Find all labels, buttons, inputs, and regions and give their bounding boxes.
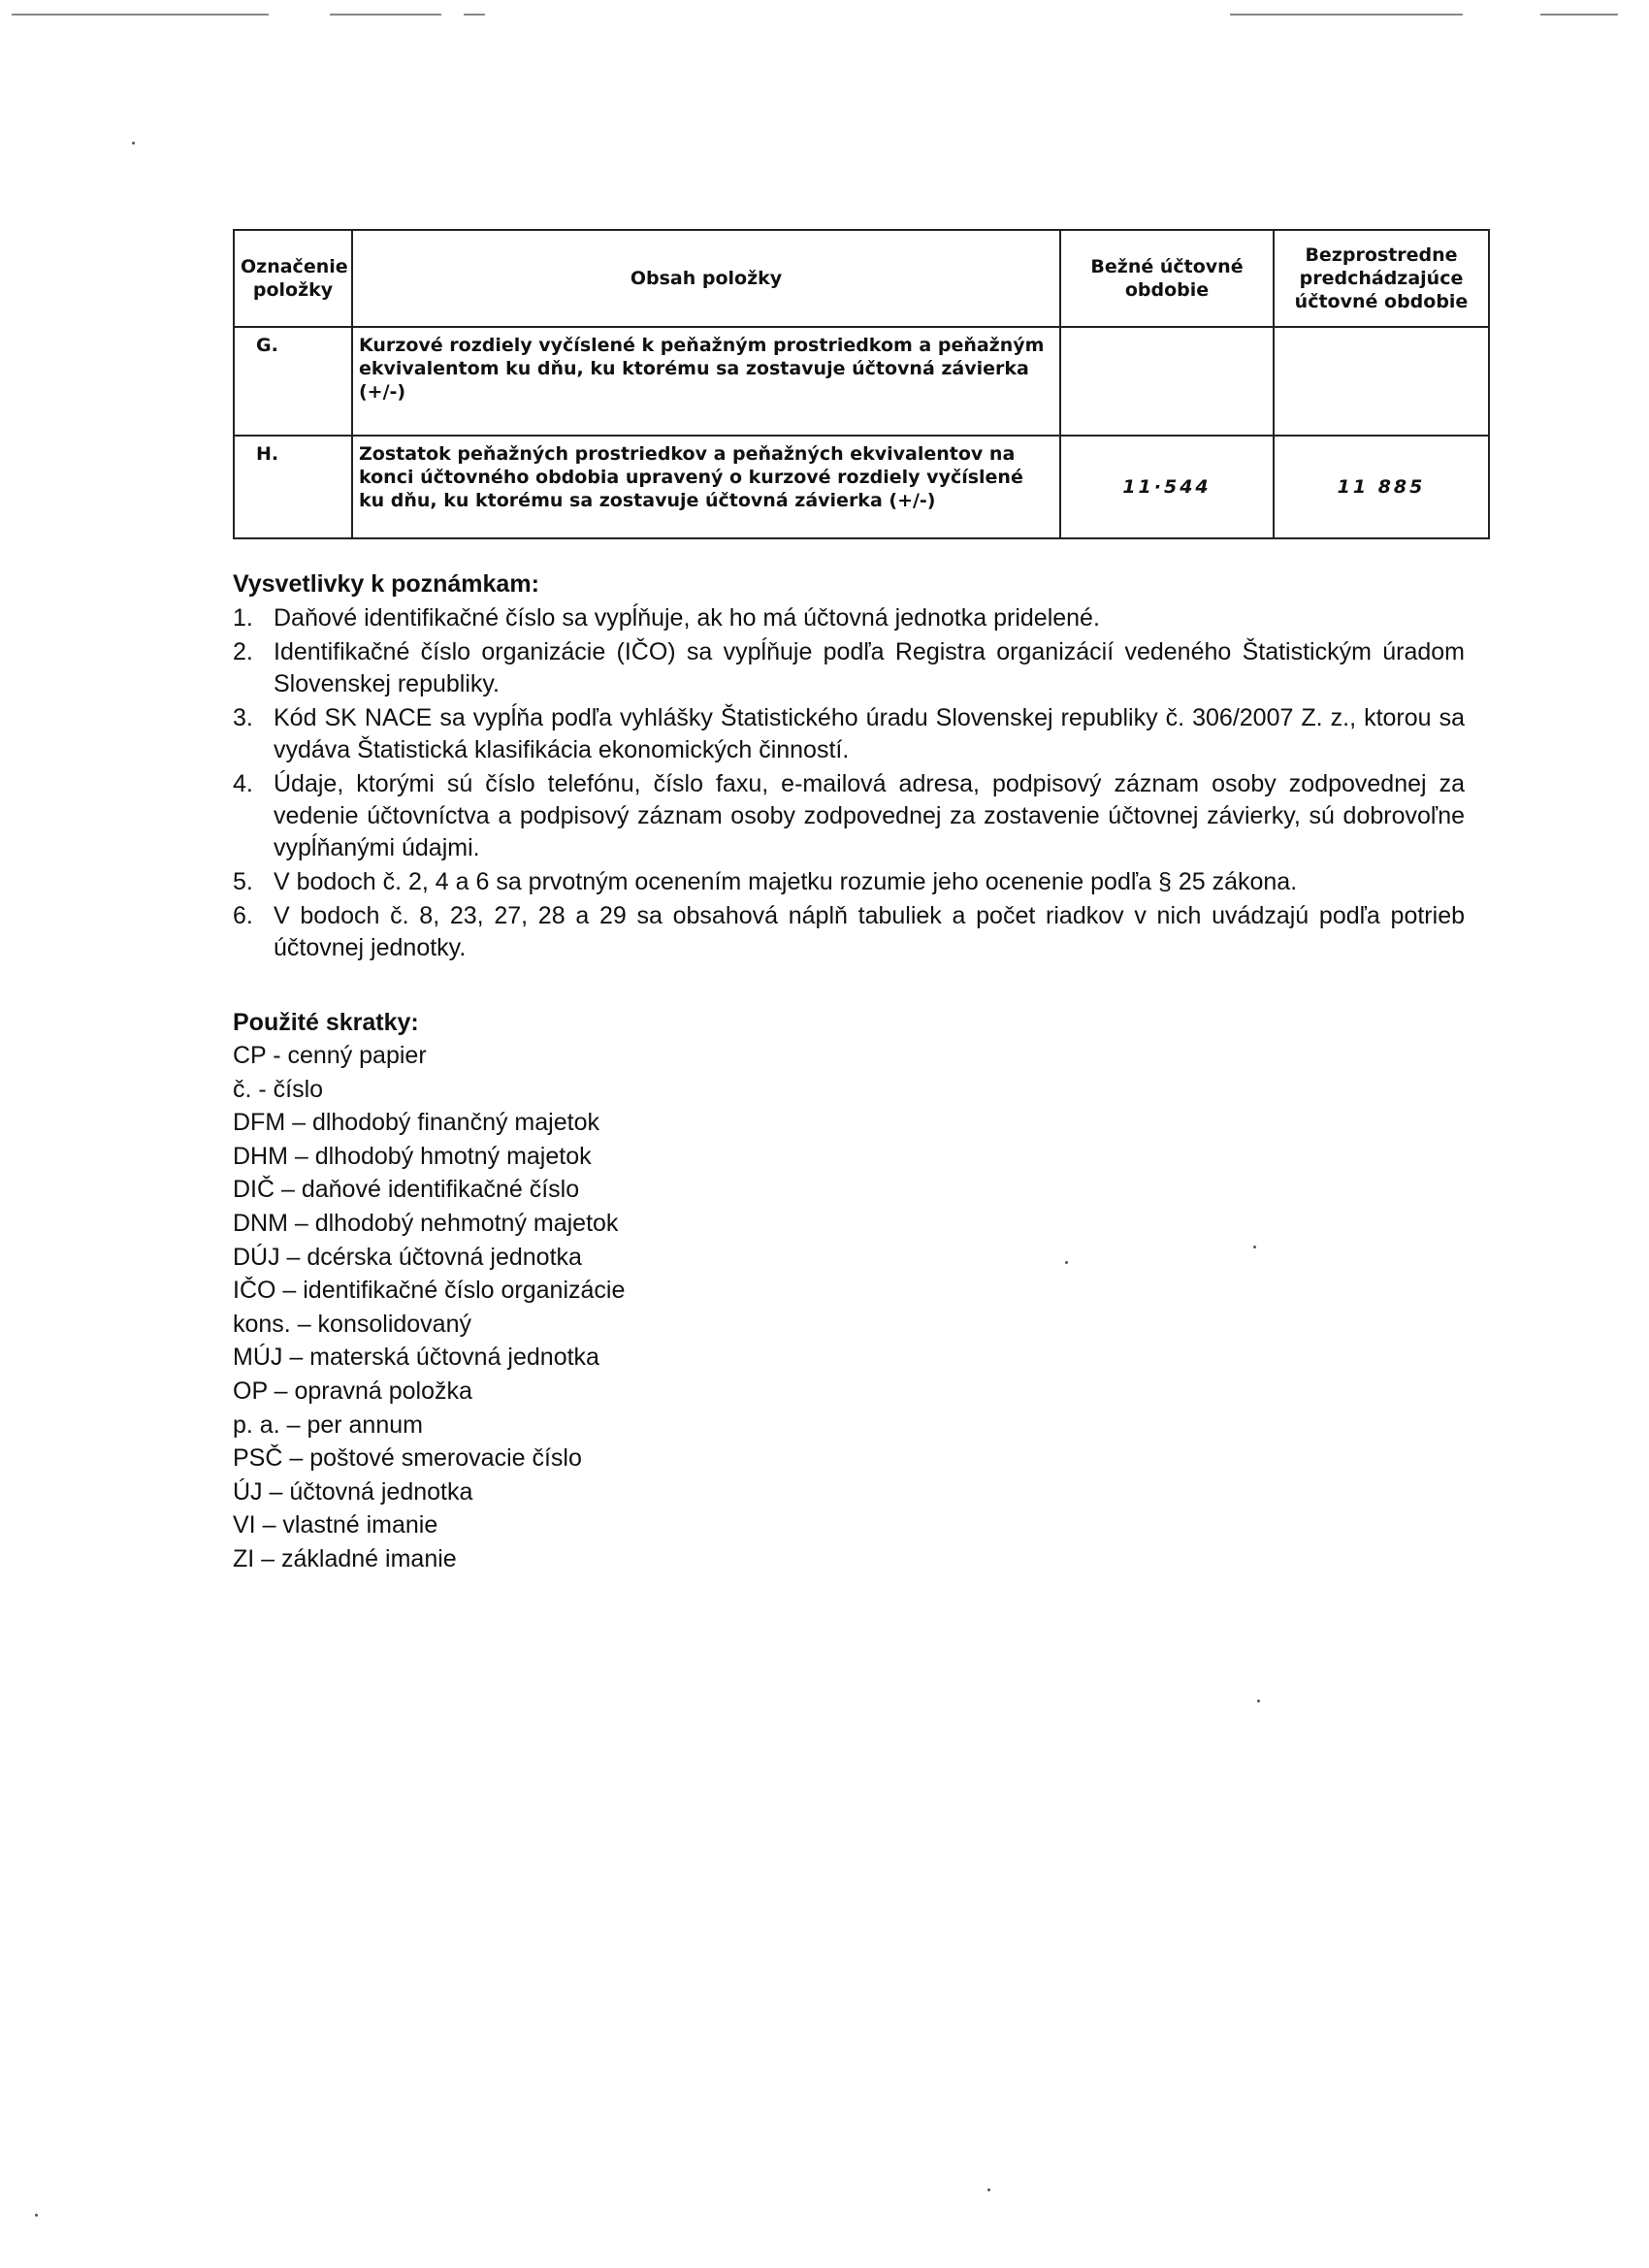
note-text: V bodoch č. 2, 4 a 6 sa prvotným ocenením majetku rozumie jeho ocenenie podľa § 25 zákona. (274, 868, 1298, 895)
row-current-value (1060, 327, 1274, 436)
note-number: 5. (233, 868, 253, 895)
header-previous-period: Bezprostredne predchádzajúce účtovné obdobie (1274, 230, 1489, 327)
note-text: Údaje, ktorými sú číslo telefónu, číslo faxu, e-mailová adresa, podpisový záznam osoby zodpovednej za vedenie účtovníctva a podpisový záznam osoby zodpovednej za zostavenie účtovnej závierky, sú dobrovoľne vypĺňanými údajmi. (274, 770, 1465, 861)
list-item: p. a. – per annum (233, 1410, 423, 1439)
header-code: Označenie položky (234, 230, 352, 327)
list-item: ZI – základné imanie (233, 1544, 457, 1572)
note-item (233, 702, 1465, 766)
scan-artifact-line (1540, 14, 1618, 16)
scan-speck (987, 2188, 990, 2191)
row-previous-value (1274, 327, 1489, 436)
notes-list (233, 602, 1465, 964)
row-content: Kurzové rozdiely vyčíslené k peňažným prostriedkom a peňažným ekvivalentom ku dňu, ku ktorému sa zostavuje účtovná závierka (+/-) (352, 327, 1060, 436)
list-item: OP – opravná položka (233, 1377, 472, 1405)
note-text: V bodoch č. 8, 23, 27, 28 a 29 sa obsahová náplň tabuliek a počet riadkov v nich uvádzajú podľa potrieb účtovnej jednotky. (274, 902, 1465, 961)
scan-artifact-line (330, 14, 441, 16)
scan-artifact-line (464, 14, 485, 16)
list-item: DÚJ – dcérska účtovná jednotka (233, 1243, 582, 1271)
note-number: 2. (233, 638, 253, 665)
list-item: č. - číslo (233, 1075, 324, 1103)
note-text: Daňové identifikačné číslo sa vypĺňuje, ak ho má účtovná jednotka pridelené. (274, 604, 1100, 632)
notes-section (233, 570, 1465, 966)
note-item (233, 900, 1465, 964)
abbreviations-section (233, 1009, 625, 1576)
note-item (233, 768, 1465, 864)
list-item: MÚJ – materská účtovná jednotka (233, 1344, 599, 1372)
list-item: DHM – dlhodobý hmotný majetok (233, 1142, 592, 1170)
scan-speck (1065, 1261, 1068, 1264)
scan-speck (1253, 1246, 1256, 1248)
scan-artifact-line (12, 14, 269, 16)
table-row (234, 436, 1489, 538)
cash-flow-table (233, 229, 1490, 539)
abbreviations-list (233, 1039, 625, 1576)
list-item: DFM – dlhodobý finančný majetok (233, 1109, 599, 1137)
list-item: kons. – konsolidovaný (233, 1310, 471, 1338)
note-number: 4. (233, 770, 253, 797)
note-number: 1. (233, 604, 253, 632)
list-item: ÚJ – účtovná jednotka (233, 1477, 473, 1506)
note-number: 3. (233, 704, 253, 731)
list-item: CP - cenný papier (233, 1042, 427, 1069)
table-header-row (234, 230, 1489, 327)
list-item: PSČ – poštové smerovacie číslo (233, 1444, 582, 1473)
list-item: DIČ – daňové identifikačné číslo (233, 1176, 580, 1204)
scan-speck (132, 142, 135, 145)
header-content: Obsah položky (352, 230, 1060, 327)
header-current-period: Bežné účtovné obdobie (1060, 230, 1274, 327)
note-item (233, 636, 1465, 700)
note-item (233, 866, 1465, 898)
scan-speck (35, 2214, 38, 2217)
row-current-value: 11·544 (1060, 436, 1274, 538)
note-number: 6. (233, 902, 253, 929)
row-code: G. (234, 327, 352, 436)
list-item: DNM – dlhodobý nehmotný majetok (233, 1209, 619, 1237)
table-row (234, 327, 1489, 436)
note-text: Identifikačné číslo organizácie (IČO) sa vypĺňuje podľa Registra organizácií vedeného Štatistickým úradom Slovenskej republiky. (274, 638, 1465, 697)
note-text: Kód SK NACE sa vypĺňa podľa vyhlášky Štatistického úradu Slovenskej republiky č. 306/2007 Z. z., ktorou sa vydáva Štatistická klasifikácia ekonomických činností. (274, 704, 1465, 763)
note-item (233, 602, 1465, 634)
notes-title: Vysvetlivky k poznámkam: (233, 570, 539, 598)
scan-speck (1257, 1700, 1260, 1702)
scan-artifact-line (1230, 14, 1463, 16)
row-previous-value: 11 885 (1274, 436, 1489, 538)
row-code: H. (234, 436, 352, 538)
row-content: Zostatok peňažných prostriedkov a peňažných ekvivalentov na konci účtovného obdobia upravený o kurzové rozdiely vyčíslené ku dňu, ku ktorému sa zostavuje účtovná závierka (+/-) (352, 436, 1060, 538)
abbreviations-title: Použité skratky: (233, 1009, 419, 1036)
list-item: VI – vlastné imanie (233, 1511, 438, 1539)
list-item: IČO – identifikačné číslo organizácie (233, 1277, 626, 1305)
